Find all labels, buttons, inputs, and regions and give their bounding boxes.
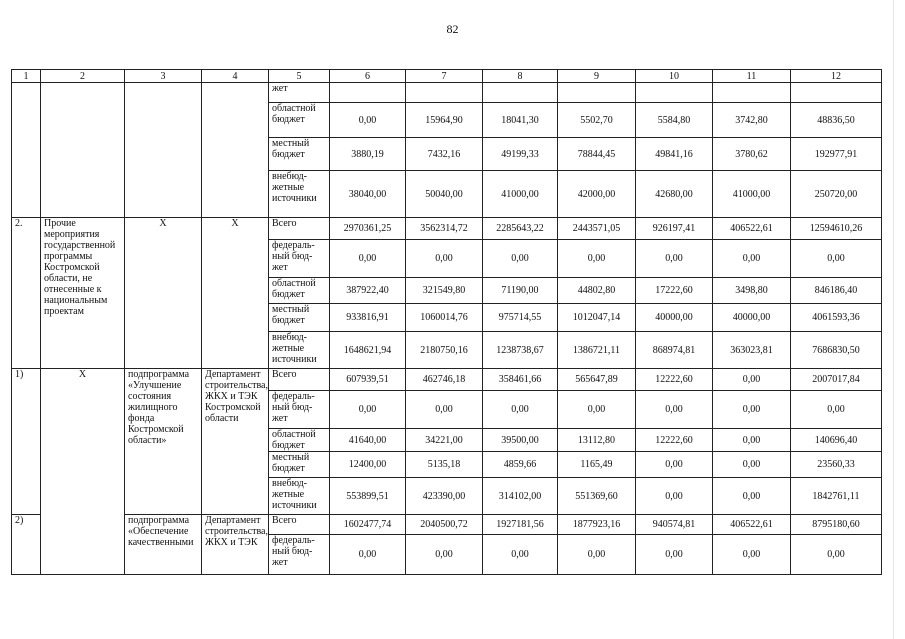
column-header: 9 xyxy=(558,70,636,83)
value-cell: 4061593,36 xyxy=(791,304,882,332)
value-cell: 3742,80 xyxy=(713,103,791,138)
value-cell: 0,00 xyxy=(713,240,791,278)
value-cell: 42680,00 xyxy=(636,171,713,218)
value-cell: 140696,40 xyxy=(791,429,882,452)
value-cell: 71190,00 xyxy=(483,278,558,304)
value-cell: 846186,40 xyxy=(791,278,882,304)
value-cell: 50040,00 xyxy=(406,171,483,218)
value-cell: 462746,18 xyxy=(406,369,483,391)
value-cell: 0,00 xyxy=(330,391,406,429)
value-cell: 12222,60 xyxy=(636,369,713,391)
value-cell: 0,00 xyxy=(330,535,406,575)
value-cell: 2040500,72 xyxy=(406,515,483,535)
value-cell: 7432,16 xyxy=(406,138,483,171)
value-cell xyxy=(558,83,636,103)
value-cell: 8795180,60 xyxy=(791,515,882,535)
source-label: внебюд-жетные источники xyxy=(269,332,330,369)
source-label: местный бюджет xyxy=(269,452,330,478)
value-cell: 0,00 xyxy=(636,452,713,478)
value-cell: 926197,41 xyxy=(636,218,713,240)
value-cell: 1012047,14 xyxy=(558,304,636,332)
value-cell: 0,00 xyxy=(791,240,882,278)
num-cell xyxy=(12,83,41,218)
table-row xyxy=(12,83,882,103)
value-cell: 48836,50 xyxy=(791,103,882,138)
source-label: Всего xyxy=(269,515,330,535)
column-header: 11 xyxy=(713,70,791,83)
value-cell: 49841,16 xyxy=(636,138,713,171)
row-number: 1) xyxy=(12,369,41,515)
value-cell: 2285643,22 xyxy=(483,218,558,240)
value-cell: 2443571,05 xyxy=(558,218,636,240)
value-cell: 565647,89 xyxy=(558,369,636,391)
value-cell: 0,00 xyxy=(636,240,713,278)
source-label: местный бюджет xyxy=(269,304,330,332)
column-header: 7 xyxy=(406,70,483,83)
value-cell: 192977,91 xyxy=(791,138,882,171)
row-number: 2. xyxy=(12,218,41,369)
value-cell: 0,00 xyxy=(636,391,713,429)
x-mark: Х xyxy=(125,218,202,369)
value-cell: 41000,00 xyxy=(483,171,558,218)
value-cell: 1877923,16 xyxy=(558,515,636,535)
value-cell: 0,00 xyxy=(791,535,882,575)
value-cell: 1386721,11 xyxy=(558,332,636,369)
value-cell: 18041,30 xyxy=(483,103,558,138)
source-label: федераль-ный бюд-жет xyxy=(269,391,330,429)
value-cell: 1060014,76 xyxy=(406,304,483,332)
value-cell: 1165,49 xyxy=(558,452,636,478)
value-cell: 0,00 xyxy=(483,240,558,278)
value-cell: 868974,81 xyxy=(636,332,713,369)
source-label: областной бюджет xyxy=(269,278,330,304)
value-cell: 12400,00 xyxy=(330,452,406,478)
name-cell xyxy=(41,83,125,218)
value-cell: 42000,00 xyxy=(558,171,636,218)
value-cell: 387922,40 xyxy=(330,278,406,304)
value-cell: 49199,33 xyxy=(483,138,558,171)
value-cell: 0,00 xyxy=(483,535,558,575)
measure-title: Прочие мероприятия государственной программы Костромской области, не отнесенные к национальным проектам xyxy=(41,218,125,369)
column-header: 5 xyxy=(269,70,330,83)
column-header: 10 xyxy=(636,70,713,83)
header-row xyxy=(12,70,882,83)
value-cell: 44802,80 xyxy=(558,278,636,304)
table-row xyxy=(12,515,882,535)
value-cell: 5584,80 xyxy=(636,103,713,138)
value-cell: 250720,00 xyxy=(791,171,882,218)
page-number: 82 xyxy=(446,22,459,36)
value-cell: 78844,45 xyxy=(558,138,636,171)
value-cell xyxy=(713,83,791,103)
value-cell: 975714,55 xyxy=(483,304,558,332)
value-cell: 0,00 xyxy=(713,535,791,575)
column-header: 4 xyxy=(202,70,269,83)
value-cell: 1238738,67 xyxy=(483,332,558,369)
table-row xyxy=(12,369,882,391)
value-cell xyxy=(330,83,406,103)
value-cell: 3780,62 xyxy=(713,138,791,171)
value-cell: 40000,00 xyxy=(713,304,791,332)
value-cell: 553899,51 xyxy=(330,478,406,515)
value-cell: 940574,81 xyxy=(636,515,713,535)
value-cell: 5502,70 xyxy=(558,103,636,138)
value-cell: 423390,00 xyxy=(406,478,483,515)
value-cell: 0,00 xyxy=(406,535,483,575)
source-label: внебюд-жетные источники xyxy=(269,478,330,515)
value-cell: 41000,00 xyxy=(713,171,791,218)
value-cell: 4859,66 xyxy=(483,452,558,478)
value-cell: 12594610,26 xyxy=(791,218,882,240)
value-cell: 12222,60 xyxy=(636,429,713,452)
column-header: 12 xyxy=(791,70,882,83)
source-label: Всего xyxy=(269,218,330,240)
column-header: 1 xyxy=(12,70,41,83)
value-cell: 5135,18 xyxy=(406,452,483,478)
value-cell: 1842761,11 xyxy=(791,478,882,515)
column-header: 6 xyxy=(330,70,406,83)
value-cell: 23560,33 xyxy=(791,452,882,478)
value-cell: 0,00 xyxy=(713,478,791,515)
department-cell: Департамент строительства, ЖКХ и ТЭК Костромской области xyxy=(202,369,269,515)
value-cell: 3880,19 xyxy=(330,138,406,171)
x-mark: Х xyxy=(41,369,125,575)
value-cell: 0,00 xyxy=(713,429,791,452)
value-cell xyxy=(636,83,713,103)
value-cell: 41640,00 xyxy=(330,429,406,452)
value-cell xyxy=(791,83,882,103)
value-cell xyxy=(483,83,558,103)
source-label: федераль-ный бюд-жет xyxy=(269,240,330,278)
source-label: областной бюджет xyxy=(269,103,330,138)
value-cell: 40000,00 xyxy=(636,304,713,332)
value-cell: 933816,91 xyxy=(330,304,406,332)
value-cell: 0,00 xyxy=(713,369,791,391)
row-number: 2) xyxy=(12,515,41,575)
value-cell: 3562314,72 xyxy=(406,218,483,240)
value-cell: 0,00 xyxy=(483,391,558,429)
value-cell: 7686830,50 xyxy=(791,332,882,369)
value-cell xyxy=(406,83,483,103)
column-header: 3 xyxy=(125,70,202,83)
value-cell: 0,00 xyxy=(791,391,882,429)
value-cell: 34221,00 xyxy=(406,429,483,452)
value-cell: 2970361,25 xyxy=(330,218,406,240)
subprogram-title: подпрограмма «Улучшение состояния жилищного фонда Костромской области» xyxy=(125,369,202,515)
dept-cell xyxy=(202,83,269,218)
value-cell: 0,00 xyxy=(636,478,713,515)
value-cell: 1927181,56 xyxy=(483,515,558,535)
value-cell: 607939,51 xyxy=(330,369,406,391)
value-cell: 38040,00 xyxy=(330,171,406,218)
value-cell: 1602477,74 xyxy=(330,515,406,535)
value-cell: 0,00 xyxy=(330,103,406,138)
department-cell: Департамент строительства, ЖКХ и ТЭК xyxy=(202,515,269,575)
value-cell: 2180750,16 xyxy=(406,332,483,369)
value-cell: 13112,80 xyxy=(558,429,636,452)
value-cell: 17222,60 xyxy=(636,278,713,304)
value-cell: 0,00 xyxy=(713,391,791,429)
value-cell: 0,00 xyxy=(330,240,406,278)
value-cell: 0,00 xyxy=(406,240,483,278)
budget-table xyxy=(11,69,882,575)
value-cell: 363023,81 xyxy=(713,332,791,369)
program-cell xyxy=(125,83,202,218)
source-label: областной бюджет xyxy=(269,429,330,452)
value-cell: 0,00 xyxy=(558,240,636,278)
value-cell: 3498,80 xyxy=(713,278,791,304)
value-cell: 39500,00 xyxy=(483,429,558,452)
value-cell: 0,00 xyxy=(713,452,791,478)
value-cell: 0,00 xyxy=(406,391,483,429)
value-cell: 0,00 xyxy=(558,391,636,429)
column-header: 2 xyxy=(41,70,125,83)
value-cell: 314102,00 xyxy=(483,478,558,515)
value-cell: 2007017,84 xyxy=(791,369,882,391)
scan-margin-line xyxy=(893,0,894,639)
value-cell: 551369,60 xyxy=(558,478,636,515)
x-mark: Х xyxy=(202,218,269,369)
value-cell: 15964,90 xyxy=(406,103,483,138)
value-cell: 358461,66 xyxy=(483,369,558,391)
source-label: жет xyxy=(269,83,330,103)
value-cell: 0,00 xyxy=(558,535,636,575)
table-row xyxy=(12,218,882,240)
source-label: местный бюджет xyxy=(269,138,330,171)
source-label: внебюд-жетные источники xyxy=(269,171,330,218)
value-cell: 1648621,94 xyxy=(330,332,406,369)
value-cell: 406522,61 xyxy=(713,218,791,240)
value-cell: 406522,61 xyxy=(713,515,791,535)
subprogram-title: подпрограмма «Обеспечение качественными xyxy=(125,515,202,575)
column-header: 8 xyxy=(483,70,558,83)
value-cell: 321549,80 xyxy=(406,278,483,304)
source-label: Всего xyxy=(269,369,330,391)
source-label: федераль-ный бюд-жет xyxy=(269,535,330,575)
value-cell: 0,00 xyxy=(636,535,713,575)
